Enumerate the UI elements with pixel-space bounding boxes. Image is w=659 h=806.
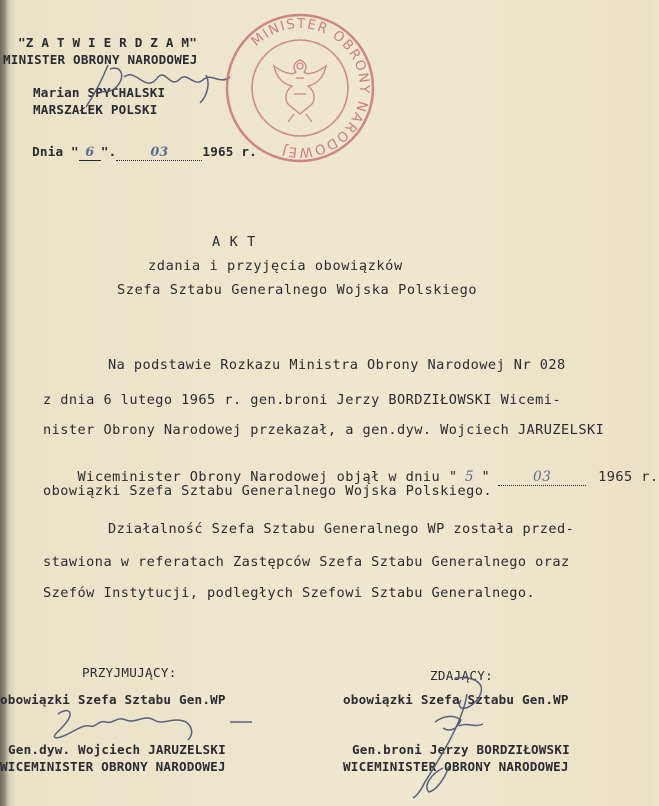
paragraph2-line1: Działalność Szefa Sztabu Generalnego WP została przed- <box>108 521 575 537</box>
takeover-month-handwritten: 03 <box>498 469 586 486</box>
paragraph1-line5: obowiązki Szefa Sztabu Generalnego Wojska Polskiego. <box>43 483 492 499</box>
handing-duties: obowiązki Szefa Sztabu Gen.WP <box>343 692 569 707</box>
approver-rank: MARSZAŁEK POLSKI <box>33 102 158 117</box>
document-title-akt: A K T <box>212 234 256 250</box>
eagle-emblem-icon <box>274 60 326 122</box>
date-month-handwritten: 03 <box>116 144 202 161</box>
approval-date <box>1 128 257 177</box>
receiving-label: PRZYJMUJĄCY: <box>82 665 177 680</box>
receiving-office: WICEMINISTER OBRONY NARODOWEJ <box>0 759 226 774</box>
paragraph2-line3: Szefów Instytucji, podległych Szefowi Sztabu Generalnego. <box>43 585 536 601</box>
handing-label: ZDAJĄCY: <box>430 668 494 683</box>
date-prefix: Dnia " <box>32 144 79 159</box>
document-title-line3: Szefa Sztabu Generalnego Wojska Polskiego <box>117 282 478 298</box>
receiving-name: Gen.dyw. Wojciech JARUZELSKI <box>8 742 226 757</box>
paragraph1-line3: nister Obrony Narodowej przekazał, a gen.dyw. Wojciech JARUZELSKI <box>43 422 605 438</box>
handing-signature <box>395 670 515 802</box>
receiving-signature <box>40 700 270 748</box>
paragraph1-line2: z dnia 6 lutego 1965 r. gen.broni Jerzy BORDZIŁOWSKI Wicemi- <box>43 392 562 408</box>
ministry-stamp <box>222 10 378 166</box>
handing-name: Gen.broni Jerzy BORDZIŁOWSKI <box>352 742 570 757</box>
document-title-line2: zdania i przyjęcia obowiązków <box>148 258 403 274</box>
takeover-year: 1965 r. <box>598 469 659 485</box>
date-day-handwritten: 6 <box>79 144 101 161</box>
stamp-text: MINISTER OBRONY NARODOWEJ <box>248 15 373 161</box>
handing-office: WICEMINISTER OBRONY NARODOWEJ <box>343 759 569 774</box>
date-year: 1965 r. <box>202 144 257 159</box>
takeover-date-sep: " <box>481 469 491 485</box>
approval-heading: "Z A T W I E R D Z A M" <box>18 35 197 50</box>
paragraph1-line1: Na podstawie Rozkazu Ministra Obrony Narodowej Nr 028 <box>108 357 566 373</box>
receiving-duties: obowiązki Szefa Sztabu Gen.WP <box>0 692 226 707</box>
takeover-date-prefix: Wiceminister Obrony Narodowej objął w dniu " <box>77 469 458 485</box>
takeover-day-handwritten: 5 <box>464 469 474 485</box>
date-sep: ". <box>100 144 117 159</box>
approver-name: Marian SPYCHALSKI <box>33 85 166 100</box>
approval-minister-line: MINISTER OBRONY NARODOWEJ <box>3 52 198 67</box>
paragraph2-line2: stawiona w referatach Zastępców Szefa Sztabu Generalnego oraz <box>43 554 570 570</box>
